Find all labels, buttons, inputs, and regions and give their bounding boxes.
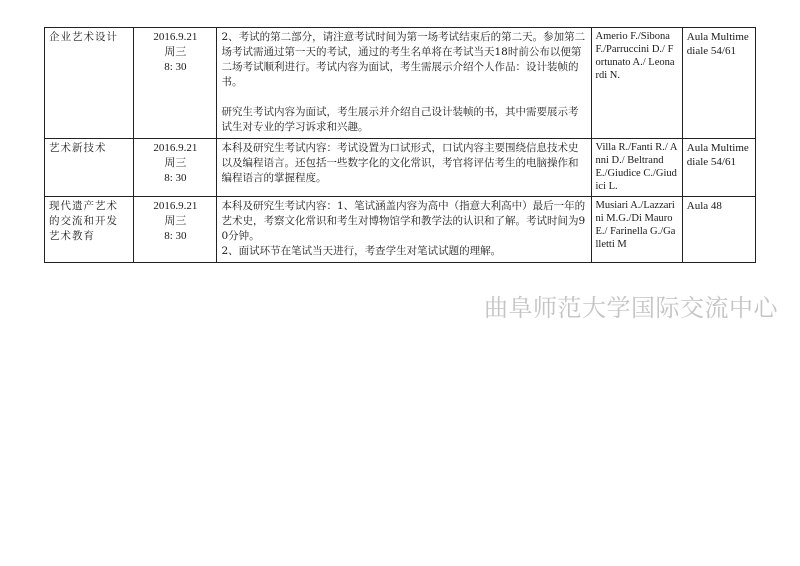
examiners: Musiari A./Lazzarini M.G./Di Mauro E./ Farinella G./Galletti M (591, 197, 682, 263)
exam-date: 2016.9.21 (153, 31, 198, 43)
exam-time: 8: 30 (164, 230, 187, 242)
examiners: Amerio F./Sibona F./Parruccini D./ Fortunato A./ Leonardi N. (591, 28, 682, 139)
exam-datetime (134, 139, 217, 197)
exam-weekday: 周三 (164, 46, 187, 58)
description-paragraph: 本科及研究生考试内容：考试设置为口试形式，口试内容主要围绕信息技术史以及编程语言。还包括一些数字化的文化常识，考官将评估考生的电脑操作和编程语言的掌握程度。 (221, 142, 579, 184)
description-paragraph: 2、面试环节在笔试当天进行，考查学生对笔试试题的理解。 (221, 245, 502, 257)
watermark-text: 曲阜师范大学国际交流中心 (484, 294, 778, 322)
exam-description (217, 197, 591, 263)
exam-time: 8: 30 (164, 61, 187, 73)
exam-description (217, 139, 591, 197)
table-row (45, 139, 756, 197)
exam-date: 2016.9.21 (153, 200, 198, 212)
exam-weekday: 周三 (164, 215, 187, 227)
exam-room: Aula Multimediale 54/61 (682, 139, 755, 197)
course-name: 企业艺术设计 (45, 28, 134, 139)
exam-time: 8: 30 (164, 172, 187, 184)
description-paragraph: 2、考试的第二部分，请注意考试时间为第一场考试结束后的第二天。参加第二场考试需通过第一天的考试，通过的考生名单将在考试当天18时前公布以便第二场考试顺利进行。考试内容为面试，考生需展示介绍个人作品：设计装帧的书。 (221, 31, 586, 88)
exam-datetime (134, 28, 217, 139)
exam-datetime (134, 197, 217, 263)
table-row (45, 197, 756, 263)
description-paragraph: 研究生考试内容为面试，考生展示并介绍自己设计装帧的书，其中需要展示考试生对专业的学习诉求和兴趣。 (221, 106, 579, 133)
exam-schedule-table (44, 27, 756, 263)
exam-room: Aula Multimediale 54/61 (682, 28, 755, 139)
description-paragraph: 本科及研究生考试内容：1、笔试涵盖内容为高中（指意大利高中）最后一年的艺术史，考察文化常识和考生对博物馆学和教学法的认识和了解。考试时间为90分钟。 (221, 200, 586, 242)
exam-room: Aula 48 (682, 197, 755, 263)
course-name: 现代遗产艺术的交流和开发艺术教育 (45, 197, 134, 263)
exam-weekday: 周三 (164, 157, 187, 169)
exam-date: 2016.9.21 (153, 142, 198, 154)
exam-description (217, 28, 591, 139)
table-row (45, 28, 756, 139)
examiners: Villa R./Fanti R./ Anni D./ Beltrand E./Giudice C./Giudici L. (591, 139, 682, 197)
course-name: 艺术新技术 (45, 139, 134, 197)
